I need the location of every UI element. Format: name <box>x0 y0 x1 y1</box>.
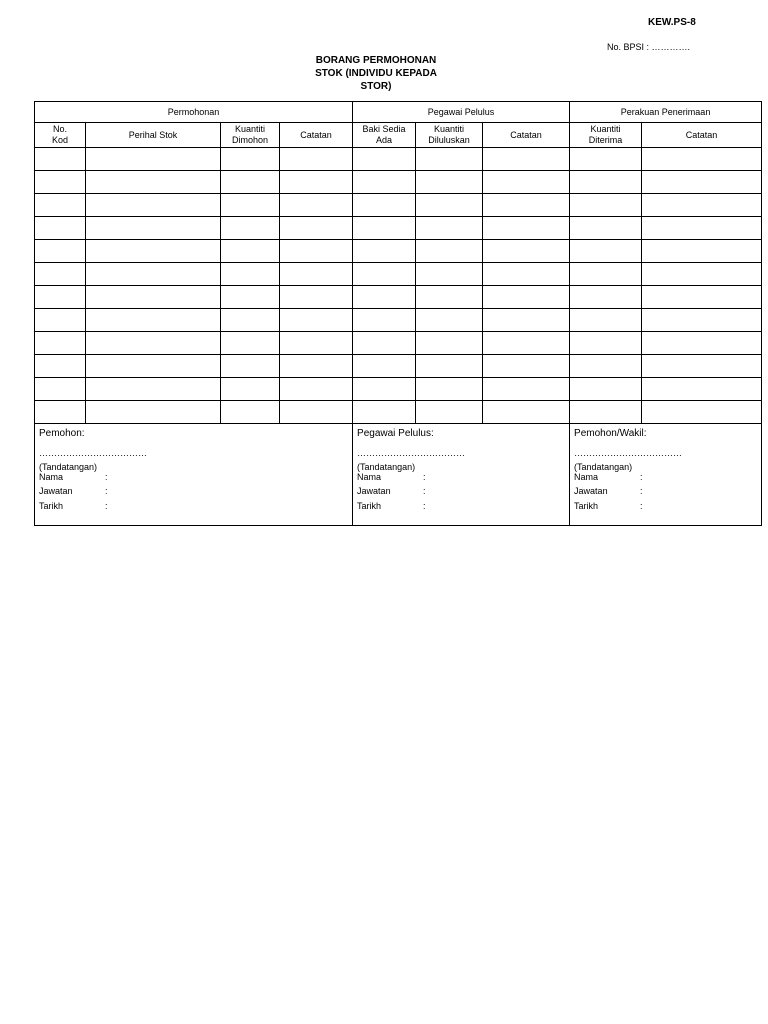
table-cell[interactable] <box>416 263 483 286</box>
table-cell[interactable] <box>642 263 762 286</box>
table-cell[interactable] <box>86 194 221 217</box>
nama-label: Nama <box>357 472 382 482</box>
table-cell[interactable] <box>483 401 570 424</box>
table-cell[interactable] <box>280 286 353 309</box>
colon: : <box>423 472 426 482</box>
signature-line: ……………………………… <box>39 448 147 458</box>
table-cell[interactable] <box>642 355 762 378</box>
table-row <box>35 171 762 194</box>
table-cell[interactable] <box>280 194 353 217</box>
group-header-row <box>35 102 762 123</box>
col-perihal-stok: Perihal Stok <box>86 123 221 148</box>
col-baki-sedia-ada <box>353 123 416 148</box>
table-cell[interactable] <box>280 171 353 194</box>
colon: : <box>423 501 426 511</box>
table-cell[interactable] <box>570 332 642 355</box>
table-cell[interactable] <box>570 240 642 263</box>
table-cell[interactable] <box>483 148 570 171</box>
table-cell[interactable] <box>280 332 353 355</box>
col-kuantiti-dimohon-line1: Kuantiti <box>234 124 266 134</box>
table-row <box>35 217 762 240</box>
table-cell[interactable] <box>35 309 86 332</box>
col-catatan-pelulus: Catatan <box>483 123 570 148</box>
table-cell[interactable] <box>353 194 416 217</box>
table-cell[interactable] <box>416 171 483 194</box>
col-catatan-permohonan: Catatan <box>280 123 353 148</box>
table-cell[interactable] <box>353 286 416 309</box>
table-cell[interactable] <box>35 240 86 263</box>
pegawai-pelulus-heading: Pegawai Pelulus: <box>357 428 434 439</box>
title-line-1: BORANG PERMOHONAN <box>315 55 437 66</box>
jawatan-label: Jawatan <box>357 486 391 496</box>
table-cell[interactable] <box>86 355 221 378</box>
title-line-3: STOR) <box>360 81 392 92</box>
colon: : <box>105 501 108 511</box>
col-baki-sedia-ada-line1: Baki Sedia <box>362 124 406 134</box>
col-kuantiti-diluluskan-line1: Kuantiti <box>434 124 465 134</box>
table-cell[interactable] <box>416 240 483 263</box>
col-baki-sedia-ada-line2: Ada <box>376 135 393 145</box>
pemohon-heading: Pemohon: <box>39 428 85 439</box>
table-cell[interactable] <box>280 217 353 240</box>
table-cell[interactable] <box>86 217 221 240</box>
table-cell[interactable] <box>570 217 642 240</box>
table-cell[interactable] <box>483 286 570 309</box>
col-kuantiti-diluluskan <box>416 123 483 148</box>
table-cell[interactable] <box>86 378 221 401</box>
table-cell[interactable] <box>570 263 642 286</box>
pemohon-wakil-heading: Pemohon/Wakil: <box>574 428 647 439</box>
table-row <box>35 194 762 217</box>
field-jawatan <box>39 486 108 497</box>
table-cell[interactable] <box>483 378 570 401</box>
table-row <box>35 148 762 171</box>
table-cell[interactable] <box>642 309 762 332</box>
table-cell[interactable] <box>642 332 762 355</box>
table-cell[interactable] <box>35 217 86 240</box>
column-header-row <box>35 123 762 148</box>
table-cell[interactable] <box>642 240 762 263</box>
table-cell[interactable] <box>642 171 762 194</box>
table-cell[interactable] <box>86 171 221 194</box>
table-cell[interactable] <box>570 148 642 171</box>
table-cell[interactable] <box>35 355 86 378</box>
table-cell[interactable] <box>221 286 280 309</box>
col-no-kod-line2: Kod <box>51 135 68 145</box>
col-no-kod-line1: No. <box>52 124 67 134</box>
signature-pemohon[interactable] <box>35 424 353 526</box>
tarikh-label: Tarikh <box>574 501 599 511</box>
field-tarikh <box>574 501 643 512</box>
colon: : <box>105 472 108 482</box>
jawatan-label: Jawatan <box>39 486 73 496</box>
table-cell[interactable] <box>642 286 762 309</box>
col-kuantiti-dimohon-line2: Dimohon <box>231 135 269 145</box>
table-cell[interactable] <box>483 263 570 286</box>
field-jawatan <box>357 486 426 497</box>
table-cell[interactable] <box>86 286 221 309</box>
stock-request-table <box>34 101 762 526</box>
group-perakuan-penerimaan: Perakuan Penerimaan <box>570 102 762 123</box>
table-cell[interactable] <box>35 263 86 286</box>
colon: : <box>105 486 108 496</box>
table-cell[interactable] <box>353 332 416 355</box>
table-cell[interactable] <box>35 194 86 217</box>
table-cell[interactable] <box>416 355 483 378</box>
table-cell[interactable] <box>280 378 353 401</box>
field-nama <box>357 472 426 483</box>
tarikh-label: Tarikh <box>357 501 382 511</box>
table-cell[interactable] <box>35 148 86 171</box>
table-cell[interactable] <box>483 171 570 194</box>
signature-label: (Tandatangan) <box>357 462 416 472</box>
table-cell[interactable] <box>483 240 570 263</box>
signature-line: ……………………………… <box>574 448 683 458</box>
table-cell[interactable] <box>570 171 642 194</box>
table-cell[interactable] <box>353 355 416 378</box>
table-cell[interactable] <box>221 378 280 401</box>
table-cell[interactable] <box>416 332 483 355</box>
table-cell[interactable] <box>416 286 483 309</box>
group-pegawai-pelulus: Pegawai Pelulus <box>353 102 570 123</box>
signature-label: (Tandatangan) <box>574 462 633 472</box>
col-kuantiti-diterima <box>570 123 642 148</box>
table-cell[interactable] <box>86 148 221 171</box>
table-row <box>35 263 762 286</box>
col-catatan-penerimaan: Catatan <box>642 123 762 148</box>
jawatan-label: Jawatan <box>574 486 608 496</box>
table-row <box>35 309 762 332</box>
table-row <box>35 332 762 355</box>
field-jawatan <box>574 486 643 497</box>
group-permohonan: Permohonan <box>35 102 353 123</box>
table-cell[interactable] <box>483 217 570 240</box>
table-cell[interactable] <box>280 263 353 286</box>
table-cell[interactable] <box>280 355 353 378</box>
table-cell[interactable] <box>280 148 353 171</box>
table-cell[interactable] <box>221 217 280 240</box>
table-cell[interactable] <box>416 194 483 217</box>
table-cell[interactable] <box>416 401 483 424</box>
table-cell[interactable] <box>221 240 280 263</box>
table-cell[interactable] <box>86 263 221 286</box>
nama-label: Nama <box>39 472 64 482</box>
colon: : <box>423 486 426 496</box>
table-cell[interactable] <box>570 286 642 309</box>
table-cell[interactable] <box>221 194 280 217</box>
table-cell[interactable] <box>353 401 416 424</box>
table-cell[interactable] <box>353 378 416 401</box>
nama-label: Nama <box>574 472 599 482</box>
table-cell[interactable] <box>570 378 642 401</box>
colon: : <box>640 501 643 511</box>
table-cell[interactable] <box>221 171 280 194</box>
bpsi-number: No. BPSI : …………. <box>607 42 691 52</box>
table-cell[interactable] <box>35 171 86 194</box>
col-kuantiti-diterima-line2: Diterima <box>588 135 623 145</box>
field-tarikh <box>39 501 108 512</box>
table-cell[interactable] <box>483 332 570 355</box>
table-cell[interactable] <box>642 194 762 217</box>
table-row <box>35 240 762 263</box>
table-cell[interactable] <box>642 217 762 240</box>
table-cell[interactable] <box>416 217 483 240</box>
table-cell[interactable] <box>642 148 762 171</box>
signature-row <box>35 424 762 526</box>
table-cell[interactable] <box>35 286 86 309</box>
table-cell[interactable] <box>86 401 221 424</box>
col-no-kod <box>35 123 86 148</box>
table-cell[interactable] <box>353 263 416 286</box>
table-cell[interactable] <box>86 332 221 355</box>
table-cell[interactable] <box>353 148 416 171</box>
colon: : <box>640 486 643 496</box>
table-cell[interactable] <box>353 240 416 263</box>
table-cell[interactable] <box>416 309 483 332</box>
table-cell[interactable] <box>483 355 570 378</box>
table-cell[interactable] <box>35 378 86 401</box>
table-cell[interactable] <box>353 171 416 194</box>
table-cell[interactable] <box>642 401 762 424</box>
table-cell[interactable] <box>280 240 353 263</box>
table-cell[interactable] <box>221 309 280 332</box>
table-cell[interactable] <box>35 332 86 355</box>
table-cell[interactable] <box>416 148 483 171</box>
table-cell[interactable] <box>221 332 280 355</box>
table-cell[interactable] <box>280 309 353 332</box>
table-cell[interactable] <box>353 309 416 332</box>
page-title <box>276 54 476 93</box>
table-cell[interactable] <box>570 194 642 217</box>
colon: : <box>640 472 643 482</box>
table-row <box>35 378 762 401</box>
tarikh-label: Tarikh <box>39 501 64 511</box>
col-kuantiti-dimohon <box>221 123 280 148</box>
field-tarikh <box>357 501 426 512</box>
col-kuantiti-diluluskan-line2: Diluluskan <box>428 135 470 145</box>
signature-pegawai-pelulus[interactable] <box>353 424 570 526</box>
form-code: KEW.PS-8 <box>648 17 696 28</box>
signature-line: ……………………………… <box>357 448 466 458</box>
title-line-2: STOK (INDIVIDU KEPADA <box>315 68 437 79</box>
table-cell[interactable] <box>353 217 416 240</box>
table-cell[interactable] <box>483 309 570 332</box>
table-row <box>35 355 762 378</box>
signature-label: (Tandatangan) <box>39 462 98 472</box>
table-row <box>35 401 762 424</box>
col-kuantiti-diterima-line1: Kuantiti <box>590 124 621 134</box>
table-cell[interactable] <box>570 401 642 424</box>
table-cell[interactable] <box>416 378 483 401</box>
field-nama <box>39 472 108 483</box>
table-cell[interactable] <box>221 401 280 424</box>
table-cell[interactable] <box>221 263 280 286</box>
table-cell[interactable] <box>483 194 570 217</box>
table-cell[interactable] <box>570 355 642 378</box>
table-cell[interactable] <box>221 355 280 378</box>
table-cell[interactable] <box>86 240 221 263</box>
table-cell[interactable] <box>642 378 762 401</box>
table-cell[interactable] <box>86 309 221 332</box>
table-cell[interactable] <box>221 148 280 171</box>
table-cell[interactable] <box>35 401 86 424</box>
table-row <box>35 286 762 309</box>
table-cell[interactable] <box>280 401 353 424</box>
signature-pemohon-wakil[interactable] <box>570 424 762 526</box>
table-cell[interactable] <box>570 309 642 332</box>
field-nama <box>574 472 643 483</box>
